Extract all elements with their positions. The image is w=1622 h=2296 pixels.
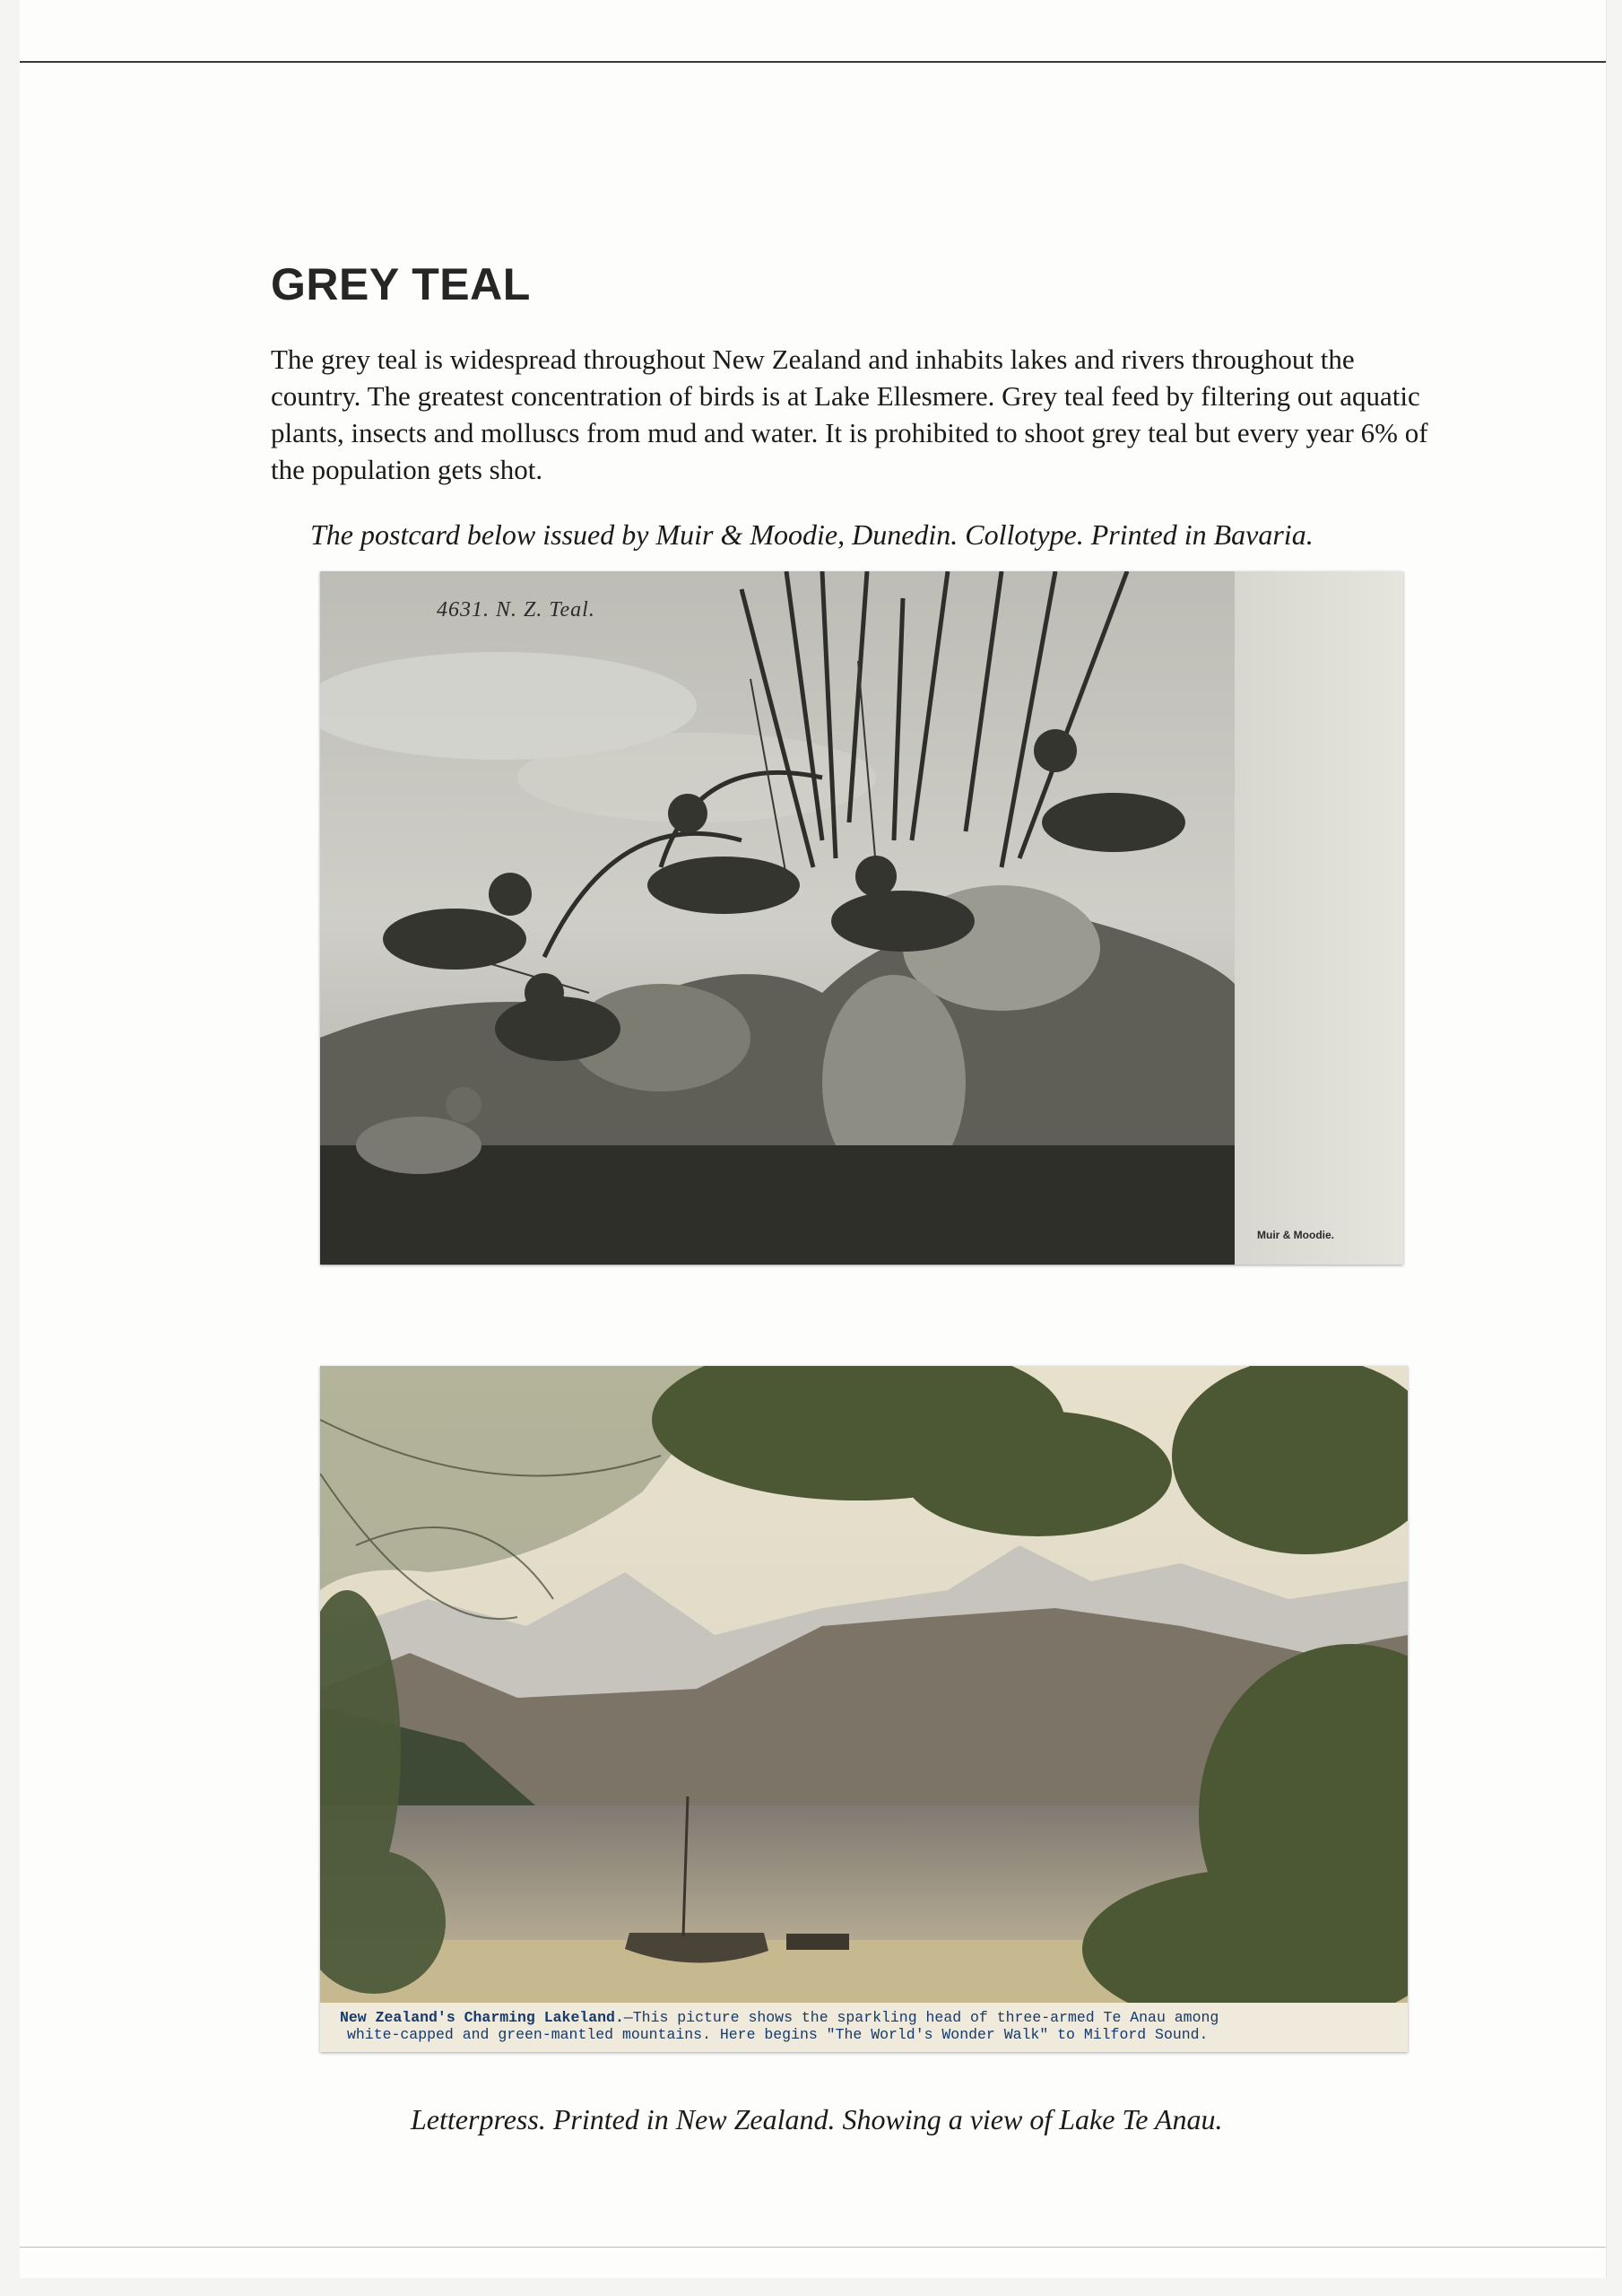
page-title: GREY TEAL xyxy=(271,259,531,309)
legend-line-1: —This picture shows the sparkling head of three-armed Te Anau among xyxy=(623,2009,1219,2026)
publisher-imprint: Muir & Moodie. xyxy=(1257,1229,1334,1241)
postcard-number-label: 4631. N. Z. Teal. xyxy=(437,598,595,622)
bottom-border-rule xyxy=(20,2247,1606,2248)
postcard-caption-top: The postcard below issued by Muir & Moodie, Dunedin. Collotype. Printed in Bavaria. xyxy=(310,518,1314,551)
top-border-rule xyxy=(20,61,1606,63)
postcard-white-margin xyxy=(1235,571,1403,1265)
intro-paragraph: The grey teal is widespread throughout New Zealand and inhabits lakes and rivers throughout the country. The greatest concentration of birds is at Lake Ellesmere. Grey teal feed by filtering out aquatic plants, insects and molluscs from mud and water. It is prohibited to shoot grey teal but every year 6% of the population gets shot. xyxy=(271,344,1428,485)
lake-te-anau-photo xyxy=(320,1366,1408,2003)
postcard-printed-legend xyxy=(320,2003,1408,2052)
teal-ducks-photo xyxy=(320,571,1235,1265)
legend-line-2: white-capped and green-mantled mountains. Here begins "The World's Wonder Walk" to Milford Sound. xyxy=(347,2026,1209,2043)
legend-lead: New Zealand's Charming Lakeland. xyxy=(340,2009,624,2026)
postcard-lake-te-anau xyxy=(320,1366,1408,2052)
postcard-caption-bottom: Letterpress. Printed in New Zealand. Showing a view of Lake Te Anau. xyxy=(411,2103,1223,2135)
postcard-teal-ducks xyxy=(320,571,1403,1265)
